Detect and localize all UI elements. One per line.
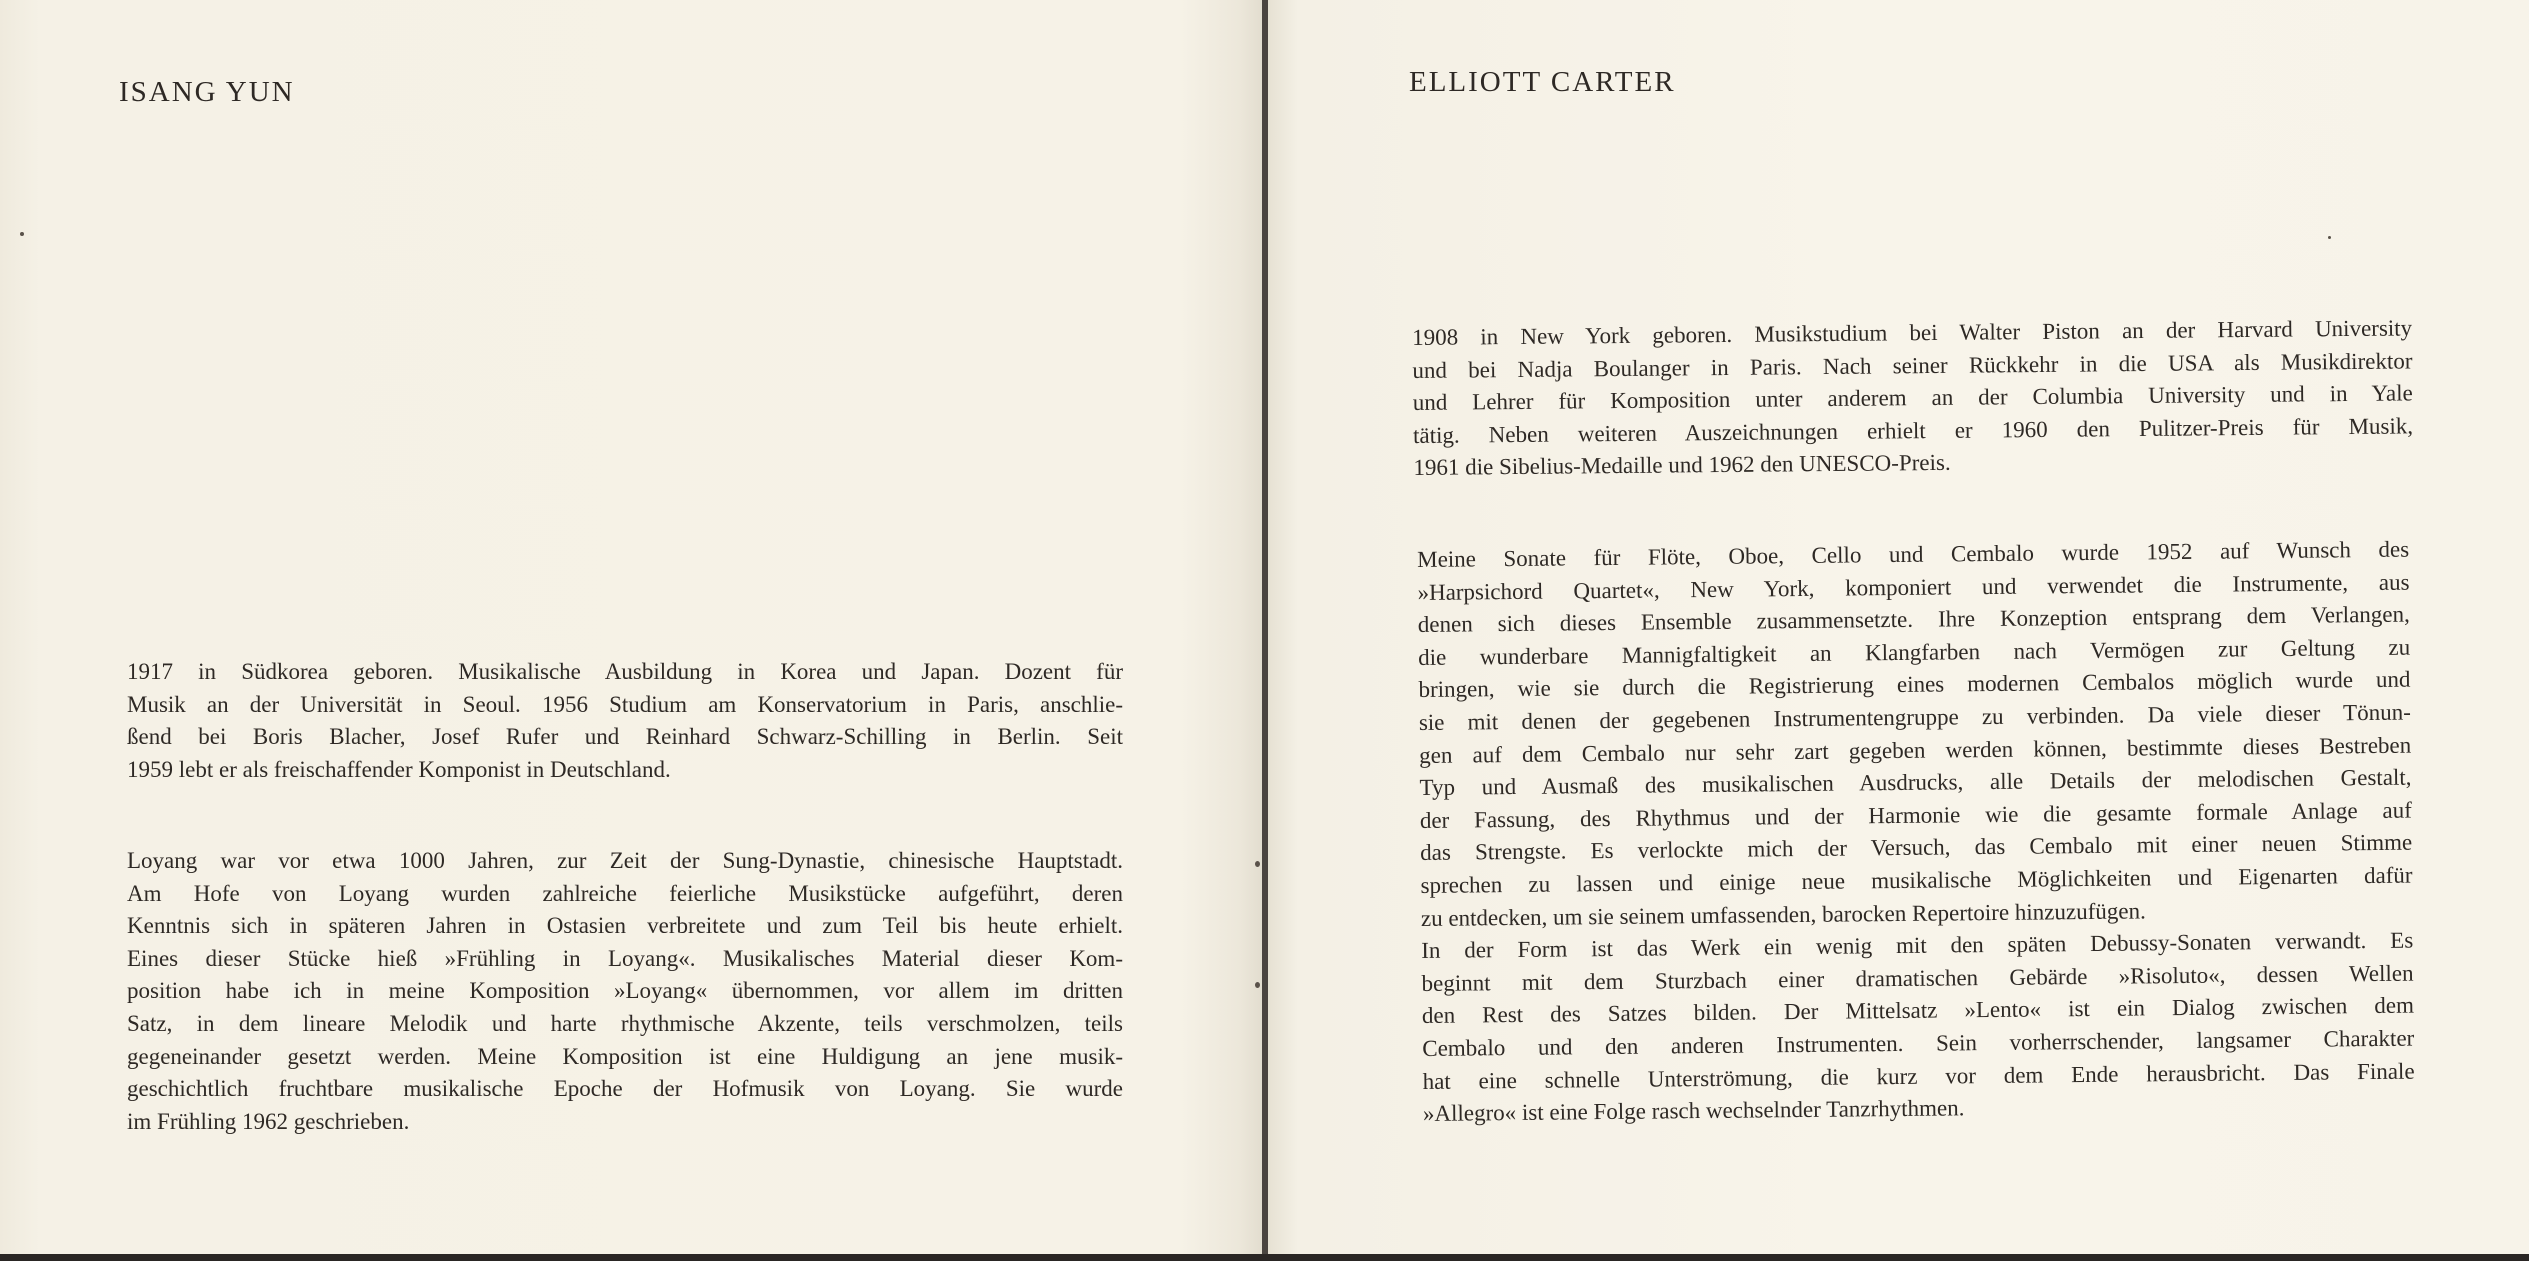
text-line: gen auf dem Cembalo nur sehr zart gegeben werden können, bestimmte dieses Bestreben xyxy=(1419,732,2412,768)
yun-work-description xyxy=(127,845,1123,1138)
paper-speck xyxy=(2328,236,2331,239)
text-line: Loyang war vor etwa 1000 Jahren, zur Zeit der Sung-Dynastie, chinesische Hauptstadt. xyxy=(127,848,1123,873)
text-line: sprechen zu lassen und einige neue musikalische Möglichkeiten und Eigenarten dafür xyxy=(1420,862,2413,898)
right-page xyxy=(1268,0,2529,1254)
text-line: Am Hofe von Loyang wurden zahlreiche feierliche Musikstücke aufgeführt, deren xyxy=(127,880,1123,906)
spread-bottom-edge xyxy=(0,1254,2529,1261)
carter-work-description xyxy=(1417,534,2415,1131)
text-line: im Frühling 1962 geschrieben. xyxy=(127,1108,410,1134)
text-line: zu entdecken, um sie seinem umfassenden, barocken Repertoire hinzuzufügen. xyxy=(1420,897,2146,931)
text-line: »Allegro« ist eine Folge rasch wechselnder Tanzrhythmen. xyxy=(1422,1095,1965,1127)
text-line: der Fassung, des Rhythmus und der Harmonie wie die gesamte formale Anlage auf xyxy=(1419,797,2412,833)
text-line: Meine Sonate für Flöte, Oboe, Cello und Cembalo wurde 1952 auf Wunsch des xyxy=(1417,536,2410,572)
text-line: Kenntnis sich in späteren Jahren in Ostasien verbreitete und zum Teil bis heute erhielt. xyxy=(127,913,1123,939)
text-line: denen sich dieses Ensemble zusammensetzte. Ihre Konzeption entsprang dem Verlangen, xyxy=(1417,601,2410,638)
text-line: und Lehrer für Komposition unter anderem an der Columbia University und in Yale xyxy=(1412,380,2413,416)
text-line: 1917 in Südkorea geboren. Musikalische Ausbildung in Korea und Japan. Dozent für xyxy=(127,659,1123,684)
text-line: und bei Nadja Boulanger in Paris. Nach seiner Rückkehr in die USA als Musikdirektor xyxy=(1412,347,2413,383)
text-line: den Rest des Satzes bilden. Der Mittelsatz »Lento« ist ein Dialog zwischen dem xyxy=(1421,992,2415,1029)
text-line: 1959 lebt er als freischaffender Komponist in Deutschland. xyxy=(127,756,671,782)
text-line: 1908 in New York geboren. Musikstudium bei Walter Piston an der Harvard University xyxy=(1412,315,2413,350)
carter-biography xyxy=(1412,312,2414,485)
text-line: ßend bei Boris Blacher, Josef Rufer und Reinhard Schwarz-Schilling in Berlin. Seit xyxy=(127,724,1123,750)
text-line: hat eine schnelle Unterströmung, die kurz vor dem Ende herausbricht. Das Finale xyxy=(1422,1058,2415,1094)
text-line: »Harpsichord Quartet«, New York, komponiert und verwendet die Instrumente, aus xyxy=(1417,569,2410,605)
text-line: Eines dieser Stücke hieß »Frühling in Loyang«. Musikalisches Material dieser Kom- xyxy=(127,945,1123,971)
text-line: Satz, in dem lineare Melodik und harte rhythmische Akzente, teils verschmolzen, teils xyxy=(127,1010,1123,1036)
text-line: tätig. Neben weiteren Auszeichnungen erhielt er 1960 den Pulitzer-Preis für Musik, xyxy=(1412,413,2414,448)
left-page xyxy=(0,0,1262,1254)
text-line: geschichtlich fruchtbare musikalische Epoche der Hofmusik von Loyang. Sie wurde xyxy=(127,1076,1123,1102)
yun-biography xyxy=(127,656,1123,786)
text-line: das Strengste. Es verlockte mich der Versuch, das Cembalo mit einer neuen Stimme xyxy=(1420,829,2413,866)
paper-speck xyxy=(20,232,24,236)
composer-heading-yun: ISANG YUN xyxy=(119,76,295,108)
paper-speck xyxy=(1255,982,1260,988)
text-line: 1961 die Sibelius-Medaille und 1962 den UNESCO-Preis. xyxy=(1413,450,1951,481)
paper-speck xyxy=(1255,861,1260,867)
text-line: In der Form ist das Werk ein wenig mit den späten Debussy-Sonaten verwandt. Es xyxy=(1421,927,2414,964)
text-line: bringen, wie sie durch die Registrierung eines modernen Cembalos möglich wurde und xyxy=(1418,666,2411,703)
text-line: position habe ich in meine Komposition »Loyang« übernommen, vor allem im dritten xyxy=(127,978,1123,1004)
text-line: Musik an der Universität in Seoul. 1956 Studium am Konservatorium in Paris, anschlie- xyxy=(127,691,1123,717)
text-line: Typ und Ausmaß des musikalischen Ausdrucks, alle Details der melodischen Gestalt, xyxy=(1419,764,2412,801)
text-line: sie mit denen der gegebenen Instrumentengruppe zu verbinden. Da viele dieser Tönun- xyxy=(1418,699,2411,735)
text-line: gegeneinander gesetzt werden. Meine Komposition ist eine Huldigung an jene musik- xyxy=(127,1043,1123,1069)
composer-heading-carter: ELLIOTT CARTER xyxy=(1409,66,1676,98)
text-line: die wunderbare Mannigfaltigkeit an Klangfarben nach Vermögen zur Geltung zu xyxy=(1418,634,2411,670)
text-line: Cembalo und den anderen Instrumenten. Sein vorherrschender, langsamer Charakter xyxy=(1422,1025,2415,1061)
text-line: beginnt mit dem Sturzbach einer dramatischen Gebärde »Risoluto«, dessen Wellen xyxy=(1421,960,2414,996)
